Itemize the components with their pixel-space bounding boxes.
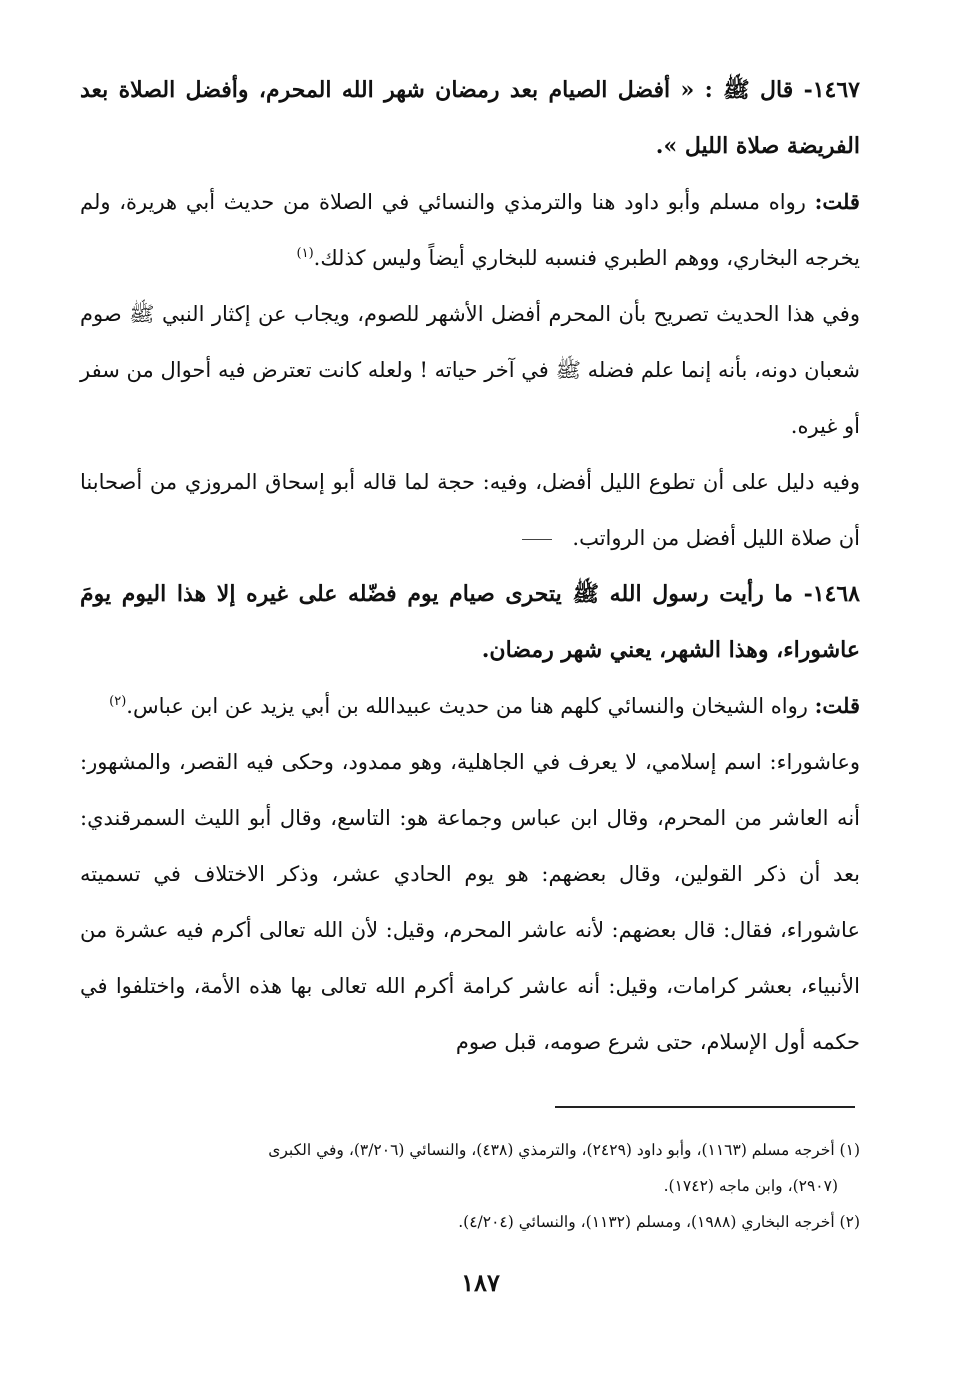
page-body bbox=[80, 62, 860, 1070]
footnotes bbox=[80, 1132, 860, 1240]
footnote-separator bbox=[555, 1106, 855, 1108]
footnote-1-line-1: (١) أخرجه مسلم (١١٦٣)، وأبو داود (٢٤٢٩)، والترمذي (٤٣٨)، والنسائي (٣/٢٠٦)، وفي الكبرى bbox=[268, 1141, 860, 1159]
commentary-1468-source-text: رواه الشيخان والنسائي كلهم هنا من حديث عبيدالله بن أبي يزيد عن ابن عباس. bbox=[126, 694, 808, 718]
hadith-1467-number: ١٤٦٧- قال ﷺ : bbox=[704, 77, 860, 103]
short-divider bbox=[522, 539, 552, 540]
commentary-1467-night-prayer bbox=[80, 454, 860, 566]
commentary-ashura: وعاشوراء: اسم إسلامي، لا يعرف في الجاهلية، وهو ممدود، وحكى فيه القصر، والمشهور: أنه العاشر من المحرم، وقال ابن عباس وجماعة هو: التاسع، وقال أبو الليث السمرقندي: بعد أن ذكر القولين، وقال بعضهم: هو يوم الحادي عشر، وذكر الاختلاف في تسميته عاشوراء، فقال: قال بعضهم: لأنه عاشر المحرم، وقيل: لأن الله تعالى أكرم فيه عشرة من الأنبياء، بعشر كرامات، وقيل: أنه عاشر كرامة أكرم الله تعالى بها هذه الأمة، واختلفوا في حكمه أول الإسلام، حتى شرع صومه، قبل صوم bbox=[80, 750, 861, 1054]
hadith-1467-text: « أفضل الصيام بعد رمضان شهر الله المحرم، وأفضل الصلاة بعد الفريضة صلاة الليل ». bbox=[80, 77, 860, 159]
commentary-1468-source bbox=[80, 678, 860, 734]
qultu-label: قلت: bbox=[814, 693, 860, 718]
commentary-1467-explanation: وفي هذا الحديث تصريح بأن المحرم أفضل الأشهر للصوم، ويجاب عن إكثار النبي ﷺ صوم شعبان دونه، بأنه إنما علم فضله ﷺ في آخر حياته ! ولعله كانت تعترض فيه أحوال من سفر أو غيره. bbox=[80, 302, 860, 438]
page-number: ١٨٧ bbox=[461, 1268, 500, 1297]
footnote-2: (٢) أخرجه البخاري (١٩٨٨)، ومسلم (١١٣٢)، والنسائي (٤/٢٠٤). bbox=[458, 1213, 860, 1231]
hadith-1467 bbox=[80, 62, 860, 174]
footnote-ref-2: (٢) bbox=[109, 694, 127, 709]
footnote-1-line-2: (٢٩٠٧)، وابن ماجه (١٧٤٢). bbox=[663, 1177, 838, 1195]
footnote-ref-1: (١) bbox=[296, 246, 314, 261]
hadith-1468-number: ١٤٦٨- ما رأيت رسول الله ﷺ bbox=[572, 581, 860, 607]
qultu-label: قلت: bbox=[814, 189, 860, 214]
hadith-1468-text: يتحرى صيام يوم فضّله على غيره إلا هذا اليوم يومَ عاشوراء، وهذا الشهر، يعني شهر رمضان. bbox=[80, 581, 860, 663]
commentary-1467-night-prayer-text: وفيه دليل على أن تطوع الليل أفضل، وفيه: حجة لما قاله أبو إسحاق المروزي من أصحابنا أن صلاة الليل أفضل من الرواتب. bbox=[80, 470, 860, 550]
hadith-1468 bbox=[80, 566, 860, 678]
commentary-1467-source-text: رواه مسلم وأبو داود هنا والترمذي والنسائي في الصلاة من حديث أبي هريرة، ولم يخرجه البخاري، ووهم الطبري فنسبه للبخاري أيضاً وليس كذلك. bbox=[80, 190, 860, 270]
commentary-1467-source bbox=[80, 174, 860, 286]
